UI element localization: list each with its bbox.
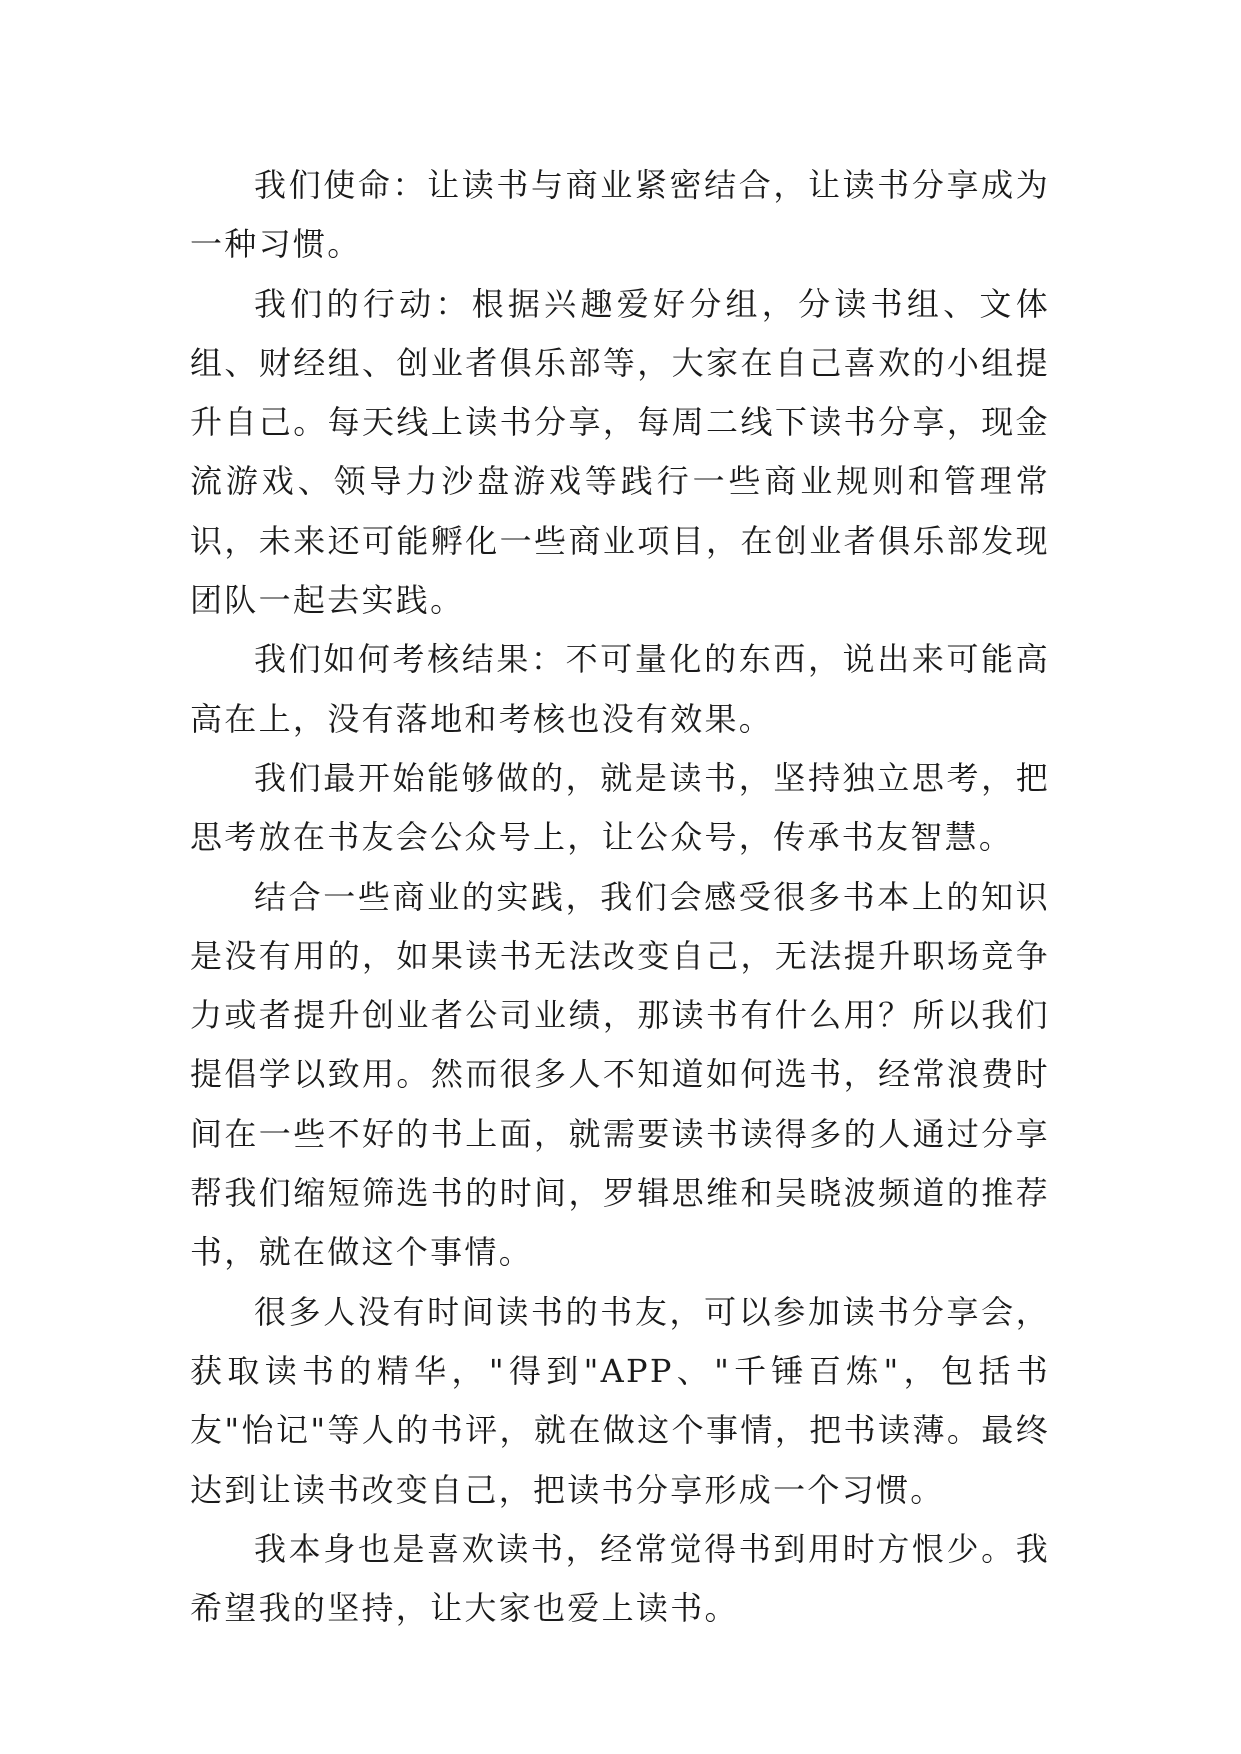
paragraph-sharing: 很多人没有时间读书的书友，可以参加读书分享会，获取读书的精华，"得到"APP、"千锤百炼"，包括书友"怡记"等人的书评，就在做这个事情，把书读薄。最终达到让读书改变自己，把读书分享形成一个习惯。 [190, 1292, 1050, 1509]
paragraph-closing: 我本身也是喜欢读书，经常觉得书到用时方恨少。我希望我的坚持，让大家也爱上读书。 [190, 1529, 1050, 1628]
paragraph-first-steps: 我们最开始能够做的，就是读书，坚持独立思考，把思考放在书友会公众号上，让公众号，传承书友智慧。 [190, 758, 1050, 857]
paragraph-assessment: 我们如何考核结果：不可量化的东西，说出来可能高高在上，没有落地和考核也没有效果。 [190, 640, 1050, 738]
paragraph-actions: 我们的行动：根据兴趣爱好分组，分读书组、文体组、财经组、创业者俱乐部等，大家在自己喜欢的小组提升自己。每天线上读书分享，每周二线下读书分享，现金流游戏、领导力沙盘游戏等践行一些商业规则和管理常识，未来还可能孵化一些商业项目，在创业者俱乐部发现团队一起去实践。 [190, 284, 1050, 620]
document-body [190, 156, 1050, 1638]
paragraph-practice: 结合一些商业的实践，我们会感受很多书本上的知识是没有用的，如果读书无法改变自己，无法提升职场竞争力或者提升创业者公司业绩，那读书有什么用？所以我们提倡学以致用。然而很多人不知道如何选书，经常浪费时间在一些不好的书上面，就需要读书读得多的人通过分享帮我们缩短筛选书的时间，罗辑思维和吴晓波频道的推荐书，就在做这个事情。 [190, 877, 1050, 1272]
paragraph-mission: 我们使命：让读书与商业紧密结合，让读书分享成为一种习惯。 [190, 166, 1050, 264]
